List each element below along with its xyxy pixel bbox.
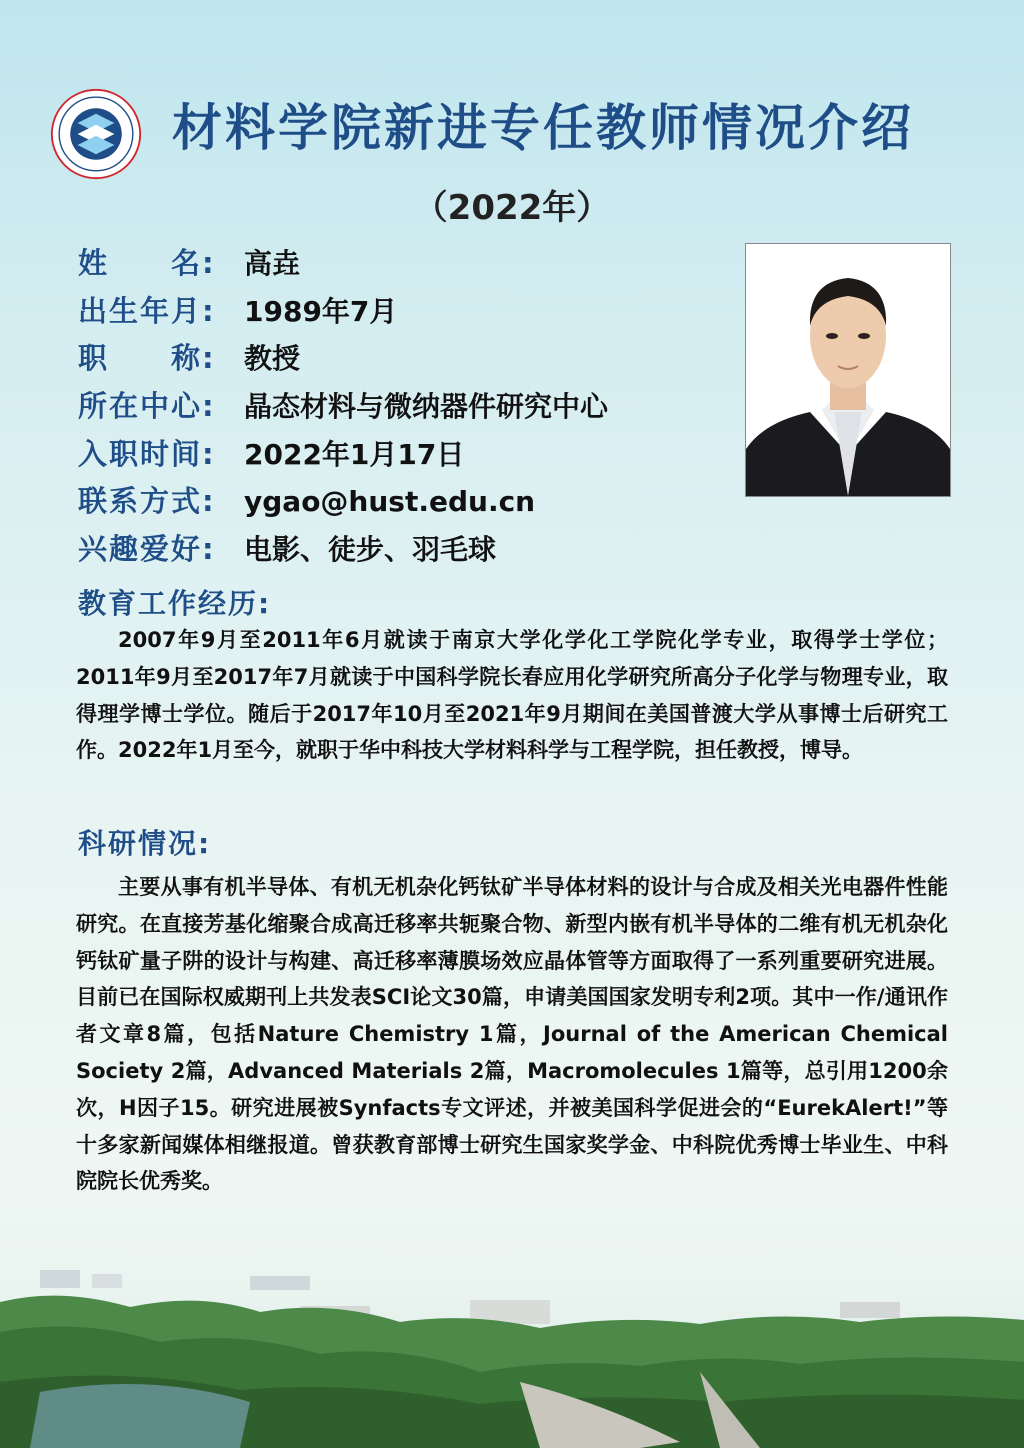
education-text: 2007年9月至2011年6月就读于南京大学化学化工学院化学专业，取得学士学位；2011年9月至2017年7月就读于中国科学院长春应用化学研究所高分子化学与物理专业，取得理学博士学位。随后于2017年10月至2021年9月期间在美国普渡大学从事博士后研究工作。2022年1月至今，就职于华中科技大学材料科学与工程学院，担任教授，博导。 [76, 628, 948, 763]
info-row-center [78, 384, 608, 428]
info-value: 晶态材料与微纳器件研究中心 [244, 390, 609, 423]
info-label: 职 称: [78, 341, 216, 375]
year-subtitle: （2022年） [413, 188, 611, 228]
info-row-title [78, 336, 300, 380]
info-label: 出生年月: [78, 294, 216, 328]
info-row-contact [78, 479, 535, 523]
info-row-join-date [78, 432, 464, 476]
portrait-photo [745, 243, 951, 497]
info-label: 联系方式: [78, 484, 216, 518]
info-value: 2022年1月17日 [244, 438, 465, 471]
research-text: 主要从事有机半导体、有机无机杂化钙钛矿半导体材料的设计与合成及相关光电器件性能研究。在直接芳基化缩聚合成高迁移率共轭聚合物、新型内嵌有机半导体的二维有机无机杂化钙钛矿量子阱的设计与构建、高迁移率薄膜场效应晶体管等方面取得了一系列重要研究进展。目前已在国际权威期刊上共发表SCI论文30篇，申请美国国家发明专利2项。其中一作/通讯作者文章8篇，包括Nature Chemistry 1篇，Journal of the American Chemical Society 2篇，Advanced Materials 2篇，Macromolecules 1篇等，总引用1200余次，H因子15。研究进展被Synfacts专文评述，并被美国科学促进会的“EurekAlert!”等十多家新闻媒体相继报道。曾获教育部博士研究生国家奖学金、中科院优秀博士毕业生、中科院院长优秀奖。 [76, 875, 948, 1194]
info-row-birth [78, 289, 397, 333]
school-logo [50, 88, 142, 180]
info-label: 姓 名: [78, 246, 216, 280]
contact-email[interactable]: ygao@hust.edu.cn [244, 485, 536, 518]
education-heading: 教育工作经历: [78, 587, 272, 620]
research-heading: 科研情况: [78, 827, 212, 860]
info-label: 入职时间: [78, 437, 216, 471]
info-value: 电影、徒步、羽毛球 [244, 533, 497, 566]
campus-scenery-image [0, 1262, 1024, 1448]
info-value: 教授 [244, 342, 301, 375]
page-title: 材料学院新进专任教师情况介绍 [172, 99, 914, 157]
info-value: 高垚 [244, 247, 301, 280]
info-row-hobbies [78, 527, 496, 571]
info-label: 兴趣爱好: [78, 532, 216, 566]
info-value: 1989年7月 [244, 295, 398, 328]
info-row-name [78, 241, 300, 285]
info-label: 所在中心: [78, 389, 216, 423]
